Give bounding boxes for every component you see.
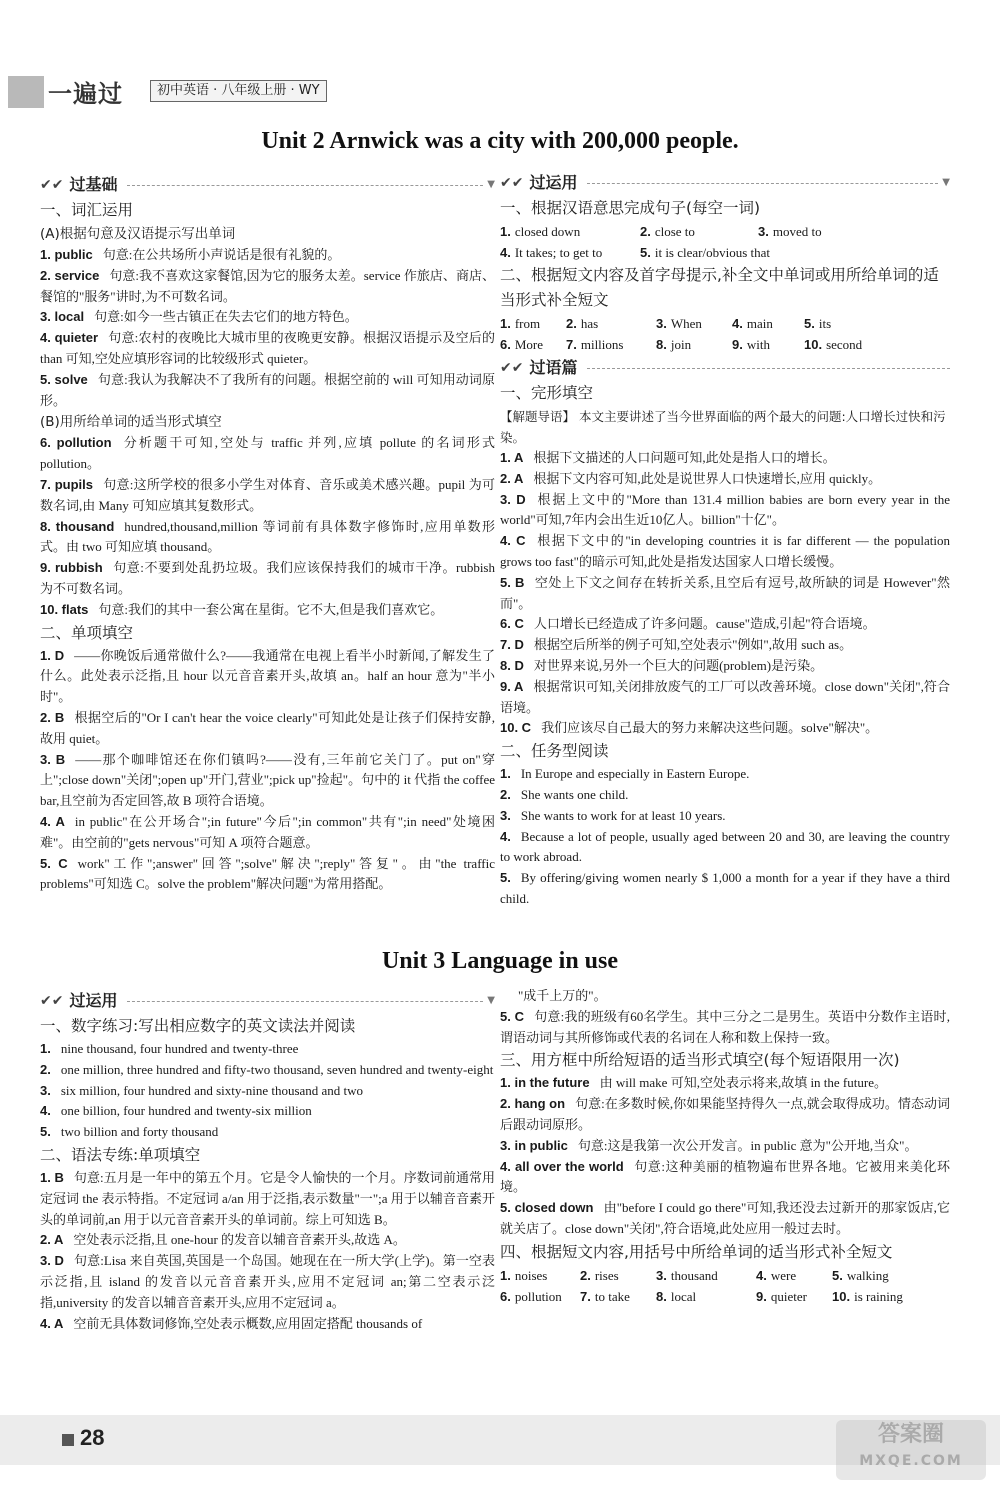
answer-text: second bbox=[826, 337, 863, 352]
answer-item bbox=[40, 1251, 495, 1313]
answer-row bbox=[500, 221, 950, 242]
answer-item bbox=[40, 646, 495, 708]
check-icon: ✔✔ bbox=[500, 175, 524, 191]
part-heading: 一、完形填空 bbox=[500, 384, 594, 402]
answer-explanation: 人口增长已经造成了许多问题。cause"造成,引起"符合语境。 bbox=[533, 616, 876, 632]
answer-row bbox=[500, 1286, 950, 1307]
answer-cell bbox=[732, 334, 804, 355]
answer-number: 7. bbox=[580, 1288, 591, 1304]
answer-item bbox=[500, 573, 950, 615]
answer-text: When bbox=[670, 316, 702, 331]
answer-cell bbox=[500, 1286, 580, 1307]
answer-key: 4. A bbox=[40, 813, 65, 829]
triangle-down-icon: ▼ bbox=[487, 995, 495, 1006]
answer-text: main bbox=[746, 316, 773, 331]
answer-key: 1. D bbox=[40, 647, 65, 663]
answer-explanation: 分析题干可知,空处与 traffic 并列,应填 pollute 的名词形式 pollution。 bbox=[40, 435, 496, 472]
answer-key: 3. local bbox=[40, 309, 85, 325]
book-tag: 初中英语 · 八年级上册 · WY bbox=[150, 80, 327, 102]
answer-key: 10. flats bbox=[40, 601, 89, 617]
answer-number: 5. bbox=[640, 245, 651, 260]
answer-key: 4. bbox=[500, 828, 511, 844]
answer-text: thousand bbox=[670, 1267, 718, 1283]
answer-number: 2. bbox=[580, 1267, 591, 1283]
answer-explanation: 根据下文描述的人口问题可知,此处是指人口的增长。 bbox=[533, 450, 836, 465]
answer-explanation: 根据空后的"Or I can't hear the voice clearly"可知此处是让孩子们保持安静,故用 quiet。 bbox=[40, 709, 496, 746]
brand-logo: 一遍过 bbox=[48, 80, 123, 108]
watermark-line2: MXQE.COM bbox=[859, 1453, 963, 1469]
answer-key: 5. C bbox=[40, 855, 68, 871]
answer-explanation: 句意:不要到处乱扔垃圾。我们应该保持我们的城市干净。rubbish 为不可数名词。 bbox=[40, 560, 495, 596]
answer-explanation: 根据常识可知,关闭排放废气的工厂可以改善环境。close down"关闭",符合语境。 bbox=[500, 678, 951, 715]
answer-key: 2. B bbox=[40, 709, 65, 725]
answer-explanation: 句意:Lisa 来自英国,英国是一个岛国。她现在在一所大学(上学)。第一空表示泛指,且 island 的发音以元音音素开头,应用不定冠词 an;第二空表示泛指,university 的发音以辅音音素开头,应用不定冠词 a。 bbox=[40, 1253, 496, 1310]
answer-explanation: 句意:我的班级有60名学生。其中三分之二是男生。英语中分数作主语时,谓语动词与其所修饰或代表的名词在人称和数上保持一致。 bbox=[500, 1008, 950, 1045]
answer-item bbox=[500, 1007, 950, 1049]
answer-explanation: She wants one child. bbox=[520, 786, 629, 802]
answer-key: 6. pollution bbox=[40, 435, 112, 451]
part-heading: 一、数字练习:写出相应数字的英文读法并阅读 bbox=[40, 1017, 356, 1035]
watermark-logo bbox=[836, 1420, 986, 1480]
answer-key: 7. D bbox=[500, 637, 524, 653]
answer-key: 5. bbox=[40, 1124, 51, 1140]
answer-explanation: 根据上文中的"More than 131.4 million babies are born every year in the world"可知,7年内会出生近10亿人。billion"十亿"。 bbox=[500, 491, 950, 528]
unit3-title: Unit 3 Language in use bbox=[381, 948, 619, 974]
answer-explanation: 根据空后所举的例子可知,空处表示"例如",故用 such as。 bbox=[533, 637, 853, 653]
answer-item bbox=[40, 266, 495, 308]
answer-text: join bbox=[670, 337, 692, 352]
triangle-down-icon: ▼ bbox=[942, 177, 950, 188]
answer-explanation: 句意:这是我第一次公开发言。in public 意为"公开地,当众"。 bbox=[577, 1137, 918, 1153]
answer-key: 2. A bbox=[500, 470, 524, 486]
page-footer bbox=[40, 1420, 960, 1460]
answer-cell bbox=[804, 313, 884, 334]
answer-item bbox=[500, 868, 950, 910]
section-heading: ✔✔ 过基础 ▼ bbox=[40, 172, 495, 198]
triangle-down-icon: ▼ bbox=[487, 179, 495, 190]
answer-item bbox=[500, 764, 950, 785]
answer-item bbox=[40, 307, 495, 328]
answer-key: 2. bbox=[500, 786, 511, 802]
answer-number: 9. bbox=[732, 337, 743, 352]
section-heading: ✔✔ 过语篇 bbox=[500, 355, 950, 381]
answer-cell bbox=[656, 1265, 756, 1286]
answer-key: 5. closed down bbox=[500, 1200, 594, 1216]
answer-row bbox=[500, 1265, 950, 1286]
answer-text: with bbox=[746, 337, 770, 352]
answer-text: its bbox=[818, 316, 832, 331]
unit3-right-column bbox=[500, 986, 950, 1307]
answer-key: 3. D bbox=[40, 1253, 64, 1269]
answer-explanation: 句意:在多数时候,你如果能坚持得久一点,就会取得成功。情态动词后跟动词原形。 bbox=[500, 1096, 950, 1132]
answer-item bbox=[40, 1081, 495, 1102]
answer-cell bbox=[756, 1286, 832, 1307]
answer-number: 5. bbox=[804, 316, 815, 331]
answer-key: 4. A bbox=[40, 1315, 64, 1331]
answer-key: 8. thousand bbox=[40, 518, 115, 534]
answer-explanation: 空前无具体数词修饰,空处表示概数,应用固定搭配 thousands of bbox=[73, 1315, 423, 1331]
part-heading: 二、语法专练:单项填空 bbox=[40, 1145, 201, 1164]
answer-item bbox=[40, 517, 495, 559]
answer-key: 2. hang on bbox=[500, 1096, 566, 1112]
answer-item bbox=[40, 1230, 495, 1251]
answer-explanation: six million, four hundred and sixty-nine thousand and two bbox=[60, 1082, 364, 1098]
answer-number: 9. bbox=[756, 1288, 767, 1304]
answer-item bbox=[500, 827, 950, 869]
answer-explanation: in public"在公开场合";in future"今后";in common"共有";in need"处境困难"。由空前的"gets nervous"可知 A 项符合题意。 bbox=[40, 813, 496, 850]
answer-item bbox=[40, 328, 495, 370]
answer-explanation: 空处表示泛指,且 one-hour 的发音以辅音音素开头,故选 A。 bbox=[73, 1232, 406, 1248]
unit2-title: Unit 2 Arnwick was a city with 200,000 people. bbox=[261, 128, 739, 154]
part-heading: 二、根据短文内容及首字母提示,补全文中单词或用所给单词的适当形式补全短文 bbox=[500, 266, 939, 309]
answer-explanation: 句意:如今一些古镇正在失去它们的地方特色。 bbox=[94, 309, 358, 325]
answer-number: 8. bbox=[656, 1288, 667, 1304]
answer-item bbox=[500, 718, 950, 739]
answer-item bbox=[40, 1314, 495, 1335]
answer-explanation: 空处上下文之间存在转折关系,且空后有逗号,故所缺的词是 However"然而"。 bbox=[500, 574, 951, 611]
answer-number: 10. bbox=[804, 337, 823, 352]
page-number: 28 bbox=[80, 1425, 105, 1450]
answer-number: 4. bbox=[732, 316, 743, 331]
square-icon bbox=[62, 1434, 74, 1446]
answer-text: pollution bbox=[514, 1288, 562, 1304]
answer-number: 10. bbox=[832, 1288, 851, 1304]
answer-cell bbox=[804, 334, 914, 355]
continued-text: "成千上万的"。 bbox=[518, 988, 607, 1003]
answer-text: millions bbox=[580, 337, 624, 352]
answer-item bbox=[40, 1101, 495, 1122]
answer-cell bbox=[832, 1286, 942, 1307]
answer-item bbox=[500, 490, 950, 532]
answer-number: 5. bbox=[832, 1267, 843, 1283]
answer-item bbox=[500, 806, 950, 827]
unit2-right-column bbox=[500, 170, 950, 910]
answer-key: 3. bbox=[500, 807, 511, 823]
answer-key: 4. C bbox=[500, 533, 526, 549]
answer-key: 1. A bbox=[500, 450, 524, 465]
answer-number: 1. bbox=[500, 224, 511, 239]
answer-item bbox=[500, 531, 950, 573]
answer-text: closed down bbox=[514, 224, 581, 239]
answer-key: 8. D bbox=[500, 657, 524, 673]
answer-cell bbox=[732, 313, 804, 334]
answer-item bbox=[40, 1060, 495, 1081]
answer-item bbox=[500, 635, 950, 656]
answer-number: 2. bbox=[640, 224, 651, 239]
answer-item bbox=[500, 1157, 950, 1199]
answer-key: 2. service bbox=[40, 267, 100, 283]
part-heading: 二、单项填空 bbox=[40, 623, 134, 642]
part-heading: 一、词汇运用 bbox=[40, 201, 134, 219]
answer-text: were bbox=[770, 1267, 797, 1283]
answer-text: It takes; to get to bbox=[514, 245, 603, 260]
answer-item bbox=[500, 785, 950, 806]
answer-item bbox=[40, 854, 495, 896]
reading-guide: 【解题导语】 本文主要讲述了当今世界面临的两个最大的问题:人口增长过快和污染。 bbox=[500, 409, 946, 445]
answer-number: 3. bbox=[656, 1267, 667, 1283]
answer-item bbox=[500, 656, 950, 677]
answer-text: quieter bbox=[770, 1288, 807, 1304]
answer-number: 1. bbox=[500, 316, 511, 331]
answer-row bbox=[500, 242, 950, 263]
answer-key: 1. bbox=[500, 766, 511, 782]
answer-number: 1. bbox=[500, 1267, 511, 1283]
answer-explanation: nine thousand, four hundred and twenty-three bbox=[60, 1041, 299, 1056]
answer-text: close to bbox=[654, 224, 695, 239]
answer-item bbox=[500, 614, 950, 635]
answer-text: moved to bbox=[772, 224, 822, 239]
answer-explanation: She wants to work for at least 10 years. bbox=[520, 807, 726, 823]
answer-text: from bbox=[514, 316, 541, 331]
answer-cell bbox=[500, 1265, 580, 1286]
answer-explanation: ——那个咖啡馆还在你们镇吗?——没有,三年前它关门了。put on"穿上";close down"关闭";open up"开门,营业";pick up"捡起"。句中的 it 代指 the coffee bar,且空前为否定回答,故 B 项符合语境。 bbox=[40, 751, 495, 809]
answer-key: 3. D bbox=[500, 491, 526, 507]
answer-text: is raining bbox=[854, 1288, 903, 1304]
answer-item bbox=[40, 433, 495, 475]
part-heading: 四、根据短文内容,用括号中所给单词的适当形式补全短文 bbox=[500, 1242, 893, 1261]
answer-key: 4. bbox=[40, 1103, 51, 1119]
answer-cell bbox=[756, 1265, 832, 1286]
answer-cell bbox=[500, 221, 640, 242]
header-bar-decoration bbox=[8, 76, 44, 108]
answer-number: 3. bbox=[758, 224, 769, 239]
answer-key: 6. C bbox=[500, 616, 524, 632]
part-heading: 二、任务型阅读 bbox=[500, 742, 609, 761]
answer-number: 8. bbox=[656, 337, 667, 352]
answer-explanation: 句意:这所学校的很多小学生对体育、音乐或美术感兴趣。pupil 为可数名词,由 Many 可知应填其复数形式。 bbox=[40, 476, 496, 513]
answer-item bbox=[40, 558, 495, 600]
answer-key: 3. in public bbox=[500, 1137, 568, 1153]
subpart-heading: (A)根据句意及汉语提示写出单词 bbox=[40, 226, 236, 242]
section-heading: ✔✔ 过运用 ▼ bbox=[40, 988, 495, 1014]
answer-explanation: work"工作";answer"回答";solve"解决";reply"答复"。由"the traffic problems"可知选 C。solve the problem"解决问题"为常用搭配。 bbox=[40, 855, 495, 892]
answer-item bbox=[40, 1168, 495, 1230]
answer-cell bbox=[566, 334, 656, 355]
answer-explanation: one billion, four hundred and twenty-six million bbox=[60, 1103, 312, 1119]
answer-key: 1. in the future bbox=[500, 1075, 590, 1091]
answer-key: 9. A bbox=[500, 678, 524, 694]
page-header bbox=[0, 68, 1000, 114]
check-icon: ✔✔ bbox=[40, 993, 64, 1009]
answer-text: it is clear/obvious that bbox=[654, 245, 771, 260]
answer-item bbox=[40, 708, 495, 750]
answer-text: walking bbox=[846, 1267, 889, 1283]
answer-item bbox=[500, 1198, 950, 1240]
answer-item bbox=[40, 600, 495, 621]
answer-item bbox=[500, 1094, 950, 1136]
answer-explanation: 句意:农村的夜晚比大城市里的夜晚更安静。根据汉语提示及空后的 than 可知,空处应填形容词的比较级形式 quieter。 bbox=[40, 330, 495, 366]
answer-item bbox=[40, 475, 495, 517]
answer-key: 2. bbox=[40, 1061, 51, 1077]
part-heading: 一、根据汉语意思完成句子(每空一词) bbox=[500, 199, 761, 217]
answer-cell bbox=[656, 313, 732, 334]
answer-cell bbox=[656, 1286, 756, 1307]
unit2-left-column bbox=[40, 172, 495, 895]
answer-cell bbox=[500, 334, 566, 355]
answer-item bbox=[40, 812, 495, 854]
answer-item bbox=[40, 750, 495, 812]
answer-number: 6. bbox=[500, 1288, 511, 1304]
answer-explanation: 根据下文中的"in developing countries it is far different — the population grows too fast"的暗示可知,此处是指发达国家人口增长缓慢。 bbox=[500, 533, 951, 569]
answer-explanation: 句意:这种美丽的植物遍布世界各地。它被用来美化环境。 bbox=[500, 1158, 950, 1195]
answer-key: 4. quieter bbox=[40, 330, 99, 346]
answer-number: 2. bbox=[566, 316, 577, 331]
answer-number: 7. bbox=[566, 337, 577, 352]
answer-key: 5. bbox=[500, 870, 511, 886]
answer-explanation: two billion and forty thousand bbox=[60, 1124, 219, 1140]
answer-explanation: 句意:五月是一年中的第五个月。它是令人愉快的一个月。序数词前通常用定冠词 the 表示特指。不定冠词 a/an 用于泛指,表示数量"一";a 用于以辅音音素开头的单词前,an 用于以元音音素开头的单词前。综上可知选 B。 bbox=[40, 1169, 495, 1227]
answer-key: 3. bbox=[40, 1082, 51, 1098]
check-icon: ✔✔ bbox=[500, 360, 524, 376]
answer-key: 1. public bbox=[40, 247, 93, 262]
answer-text: noises bbox=[514, 1267, 548, 1283]
answer-number: 3. bbox=[656, 316, 667, 331]
answer-explanation: 句意:我们的其中一套公寓在星街。它不大,但是我们喜欢它。 bbox=[98, 601, 444, 617]
answer-key: 3. B bbox=[40, 751, 66, 767]
answer-number: 6. bbox=[500, 337, 511, 352]
answer-key: 5. C bbox=[500, 1008, 525, 1024]
answer-key: 2. A bbox=[40, 1232, 64, 1248]
subpart-heading: (B)用所给单词的适当形式填空 bbox=[40, 414, 222, 431]
answer-cell bbox=[566, 313, 656, 334]
answer-key: 10. C bbox=[500, 720, 532, 736]
answer-cell bbox=[640, 242, 940, 263]
answer-item bbox=[40, 245, 495, 266]
answer-item bbox=[40, 370, 495, 412]
unit3-left-column bbox=[40, 988, 495, 1334]
answer-explanation: By offering/giving women nearly $ 1,000 a month for a year if they have a third child. bbox=[500, 870, 950, 906]
answer-explanation: 对世界来说,另外一个巨大的问题(problem)是污染。 bbox=[533, 657, 824, 673]
answer-row bbox=[500, 334, 950, 355]
answer-text: to take bbox=[594, 1288, 630, 1304]
answer-explanation: 根据下文内容可知,此处是说世界人口快速增长,应用 quickly。 bbox=[533, 470, 882, 486]
answer-explanation: 由 will make 可知,空处表示将来,故填 in the future。 bbox=[599, 1075, 887, 1091]
answer-text: More bbox=[514, 337, 544, 352]
answer-cell bbox=[640, 221, 758, 242]
section-heading: ✔✔ 过运用 ▼ bbox=[500, 170, 950, 196]
answer-explanation: In Europe and especially in Eastern Europe. bbox=[520, 766, 750, 782]
answer-key: 7. pupils bbox=[40, 476, 93, 492]
answer-item bbox=[500, 448, 950, 469]
part-heading: 三、用方框中所给短语的适当形式填空(每个短语限用一次) bbox=[500, 1051, 900, 1070]
answer-explanation: hundred,thousand,million 等词前有具体数字修饰时,应用单数形式。由 two 可知应填 thousand。 bbox=[40, 518, 495, 555]
answer-explanation: 句意:我认为我解决不了我所有的问题。根据空前的 will 可知用动词原形。 bbox=[40, 371, 495, 408]
watermark-line1: 答案圈 bbox=[877, 1422, 944, 1447]
answer-cell bbox=[500, 242, 640, 263]
answer-item bbox=[500, 1136, 950, 1157]
check-icon: ✔✔ bbox=[40, 177, 64, 193]
answer-row bbox=[500, 313, 950, 334]
answer-key: 5. B bbox=[500, 574, 525, 590]
answer-item bbox=[500, 469, 950, 490]
answer-key: 1. B bbox=[40, 1169, 64, 1185]
answer-explanation: Because a lot of people, usually aged between 20 and 30, are leaving the country to work abroad. bbox=[500, 828, 950, 865]
answer-explanation: ——你晚饭后通常做什么?——我通常在电视上看半小时新闻,了解发生了什么。此处表示泛指,且 hour 以元音音素开头,故填 an。half an hour 意为"半小时"。 bbox=[40, 647, 495, 705]
answer-key: 4. all over the world bbox=[500, 1158, 624, 1174]
answer-cell bbox=[656, 334, 732, 355]
answer-item bbox=[40, 1039, 495, 1060]
answer-explanation: 由"before I could go there"可知,我还没去过新开的那家饭店,它就关店了。close down"关闭",符合语境,此处应用一般过去时。 bbox=[500, 1200, 950, 1236]
answer-key: 5. solve bbox=[40, 371, 88, 387]
answer-number: 4. bbox=[500, 245, 511, 260]
answer-item bbox=[500, 1073, 950, 1094]
answer-key: 1. bbox=[40, 1041, 51, 1056]
answer-explanation: 句意:在公共场所小声说话是很有礼貌的。 bbox=[102, 247, 341, 262]
answer-text: has bbox=[580, 316, 599, 331]
answer-text: local bbox=[670, 1288, 697, 1304]
answer-cell bbox=[832, 1265, 932, 1286]
answer-item bbox=[500, 677, 950, 719]
answer-item bbox=[40, 1122, 495, 1143]
answer-key: 9. rubbish bbox=[40, 560, 103, 576]
answer-cell bbox=[500, 313, 566, 334]
answer-explanation: one million, three hundred and fifty-two thousand, seven hundred and twenty-eight bbox=[60, 1061, 494, 1077]
answer-text: rises bbox=[594, 1267, 619, 1283]
answer-explanation: 句意:我不喜欢这家餐馆,因为它的服务太差。service 作旅店、商店、餐馆的"服务"讲时,为不可数名词。 bbox=[40, 267, 495, 304]
answer-cell bbox=[758, 221, 908, 242]
answer-cell bbox=[580, 1265, 656, 1286]
answer-cell bbox=[580, 1286, 656, 1307]
answer-explanation: 我们应该尽自己最大的努力来解决这些问题。solve"解决"。 bbox=[541, 720, 879, 736]
answer-number: 4. bbox=[756, 1267, 767, 1283]
